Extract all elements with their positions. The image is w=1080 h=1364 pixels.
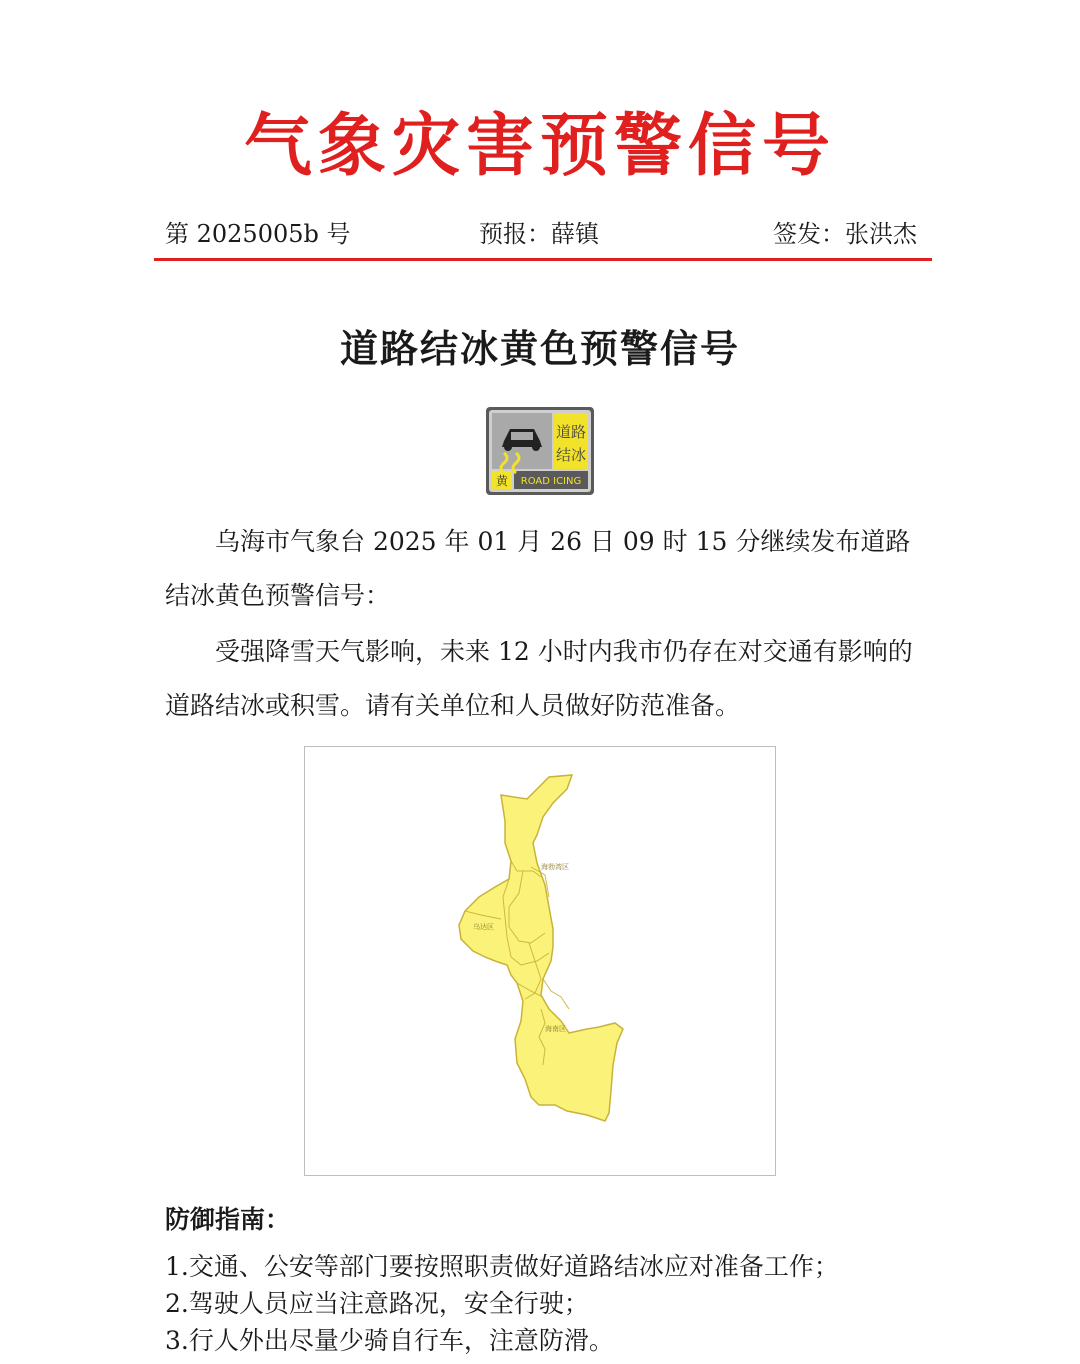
guide-item: 2.驾驶人员应当注意路况，安全行驶； [165,1289,589,1318]
guide-item: 3.行人外出尽量少骑自行车，注意防滑。 [165,1326,614,1355]
signal-text-line2: 结冰 [555,446,587,464]
signer: 签发：张洪杰 [773,220,917,248]
document-number: 第 2025005b 号 [165,220,351,248]
signal-text-line1: 道路 [555,423,587,441]
signal-caption: ROAD ICING [520,476,582,487]
guide-item: 1.交通、公安等部门要按照职责做好道路结冰应对准备工作； [165,1252,839,1281]
map-label-haibowan: 海勃湾区 [541,863,569,871]
signal-badge: 黄 [495,474,509,488]
defense-guide-title: 防御指南： [165,1205,291,1234]
header-divider [154,258,932,261]
masthead-title: 气象灾害预警信号 [243,106,836,186]
document-meta [165,214,917,250]
forecaster: 预报：薛镇 [479,220,599,248]
map-label-wuda: 乌达区 [473,923,494,931]
warning-area-map [304,746,776,1176]
impact-paragraph: 受强降雪天气影响，未来 12 小时内我市仍存在对交通有影响的道路结冰或积雪。请有关单位和人员做好防范准备。 [165,637,913,720]
road-icing-yellow-signal-icon [486,407,594,495]
release-paragraph: 乌海市气象台 2025 年 01 月 26 日 09 时 15 分继续发布道路结冰黄色预警信号： [165,527,911,610]
warning-headline: 道路结冰黄色预警信号 [339,326,740,371]
wuhai-region-shape [459,775,623,1121]
map-label-hainan: 海南区 [545,1025,566,1033]
